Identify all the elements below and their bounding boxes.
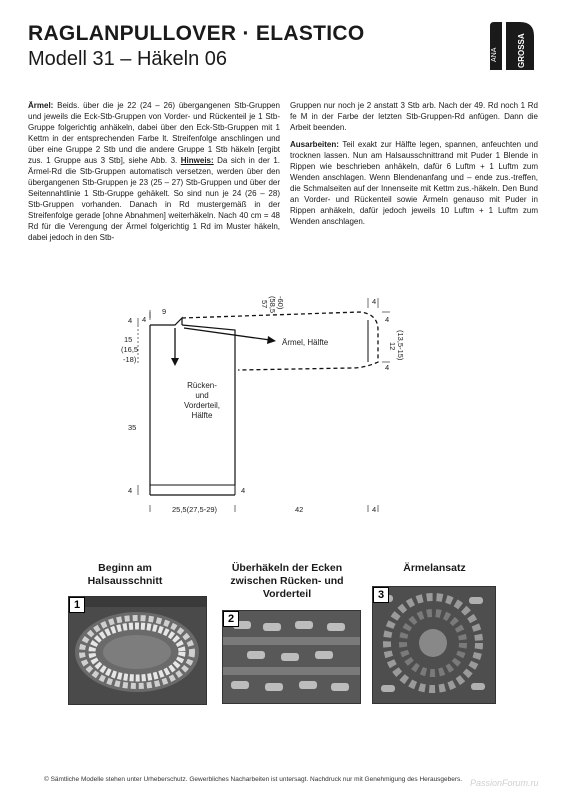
sleeve-half-label: Ärmel, Hälfte [282,338,329,347]
measure-right-135: (13,5-15) [396,330,405,361]
body-label-1: Rücken- [187,381,217,390]
photo-1-caption: Beginn am Halsausschnitt [87,562,163,587]
measure-right-4a: 4 [385,315,390,324]
copyright-footer: © Sämtliche Modelle stehen unter Urheberschutz. Gewerbliches Nacharbeiten ist untersagt. Nachdruck nur mit Genehmigung des Herausgebers. [44,776,463,783]
right-column-text [290,100,538,233]
photo-corner-overcrochet [222,610,361,704]
photo-1-number: 1 [69,597,85,613]
body-label-4: Hälfte [191,411,213,420]
measure-top-9: 9 [162,307,167,316]
finishing-label: Ausarbeiten: [290,140,339,149]
sleeve-text-a: Beids. über die je 22 (24 – 26) übergangenen Stb-Gruppen und jeweils die Eck-Stb-Gruppen von Vorder- und Rückenteil je 1 Stb-Gruppe folgerichtig anhäkeln, dabei über den Eck-Stb-Gruppen mit 1 Kettm in der entsprechenden Farbe lt. Streifenfolge anschlingen und über eine Gruppe 2 Stb und die andere Gruppe 1 Stb häkeln [ergibt zus. 1 Gruppe aus 3 Stb], siehe Abb. 3. [28,101,280,165]
photo-2-caption: Überhäkeln der Ecken zwischen Rücken- und Vorderteil [230,562,344,600]
sleeve-text-b: Da sich in der 1. Ärmel-Rd die Stb-Gruppen automatisch versetzen, werden über den übergangenen Stb-Gruppen je 23 (25 – 27) Stb-Gruppen und über der Seitennahtlinie 1 Stb-Gruppe gehäkelt. So sind nun je 24 (26 – 28) Stb-Gruppen vorhanden. Danach in Rd mustergemäß in der Streifenfolge gerade [ohne Abnahmen] weiterhäkeln. Nach 40 cm = 48 Rd für die Verengung der Ärmel folgerichtig 1 Rd im Muster häkeln, dabei jedoch in den Stb- [28,156,280,242]
body-label-3: Vorderteil, [183,401,221,410]
hint-label: Hinweis: [180,156,214,165]
measure-bot-255: 25,5(27,5-29) [172,505,218,514]
measure-left-165: (16,5 [121,345,139,354]
measure-bot-4b: 4 [372,505,377,514]
site-watermark: PassionForum.ru [470,778,539,788]
page-subtitle: Modell 31 – Häkeln 06 [28,48,228,70]
measure-left-4: 4 [128,316,133,325]
svg-text:GROSSA: GROSSA [517,33,526,68]
measure-bot-4: 4 [241,486,246,495]
photo-sleeve-attachment [372,586,496,704]
brand-logo [486,18,538,74]
body-label-2: und [195,391,209,400]
measure-right-12: 12 [388,342,397,351]
measure-left-15: 15 [124,335,133,344]
photo-2-number: 2 [223,611,239,627]
measure-left-35: 35 [128,423,137,432]
measure-top-4b: 4 [372,297,377,306]
left-column-text [28,100,280,249]
measure-top-57: 57 [260,300,269,309]
svg-text:ANA: ANA [491,47,498,62]
finishing-text: Teil exakt zur Hälfte legen, spannen, anfeuchten und trocknen lassen. Nun am Halsausschnittrand mit Puder 1 Blende in Rippen wie beschrieben anhäkeln, dafür 6 Luftm + 1 Luftm zum Wenden anschlagen. Wenn Blendenanfang und – ende zus.-treffen, die Schmalseiten auf der Innenseite mit Kettm zus.-häkeln. Den Bund an Vorder- und Rückenteil sowie Ärmeln genauso mit Puder in Rippen anhäkeln, dafür jedoch jeweils 10 Luftm + 1 Luftm zum Wenden anschlagen. [290,140,538,226]
page-title: RAGLANPULLOVER · ELASTICO [28,22,365,45]
photo-neckline-start [68,596,207,705]
photo-3-number: 3 [373,587,389,603]
measure-bot-42: 42 [295,505,304,514]
sleeve-continued: Gruppen nur noch je 2 anstatt 3 Stb arb. Nach der 49. Rd noch 1 Rd fe M in der Farbe der letzten Stb-Gruppen-Rd anfügen. Dann die Arbeit beenden. [290,101,538,132]
measure-left-4b: 4 [128,486,133,495]
photo-3-caption: Ärmelansatz [403,562,466,574]
measure-left-18: -18) [123,355,137,364]
pattern-schematic [120,290,450,520]
sleeve-label: Ärmel: [28,101,54,110]
measure-top-4: 4 [142,315,147,324]
measure-top-60: -60) [276,296,285,310]
measure-right-4b: 4 [385,363,390,372]
measure-top-585: (58,5 [268,296,277,314]
